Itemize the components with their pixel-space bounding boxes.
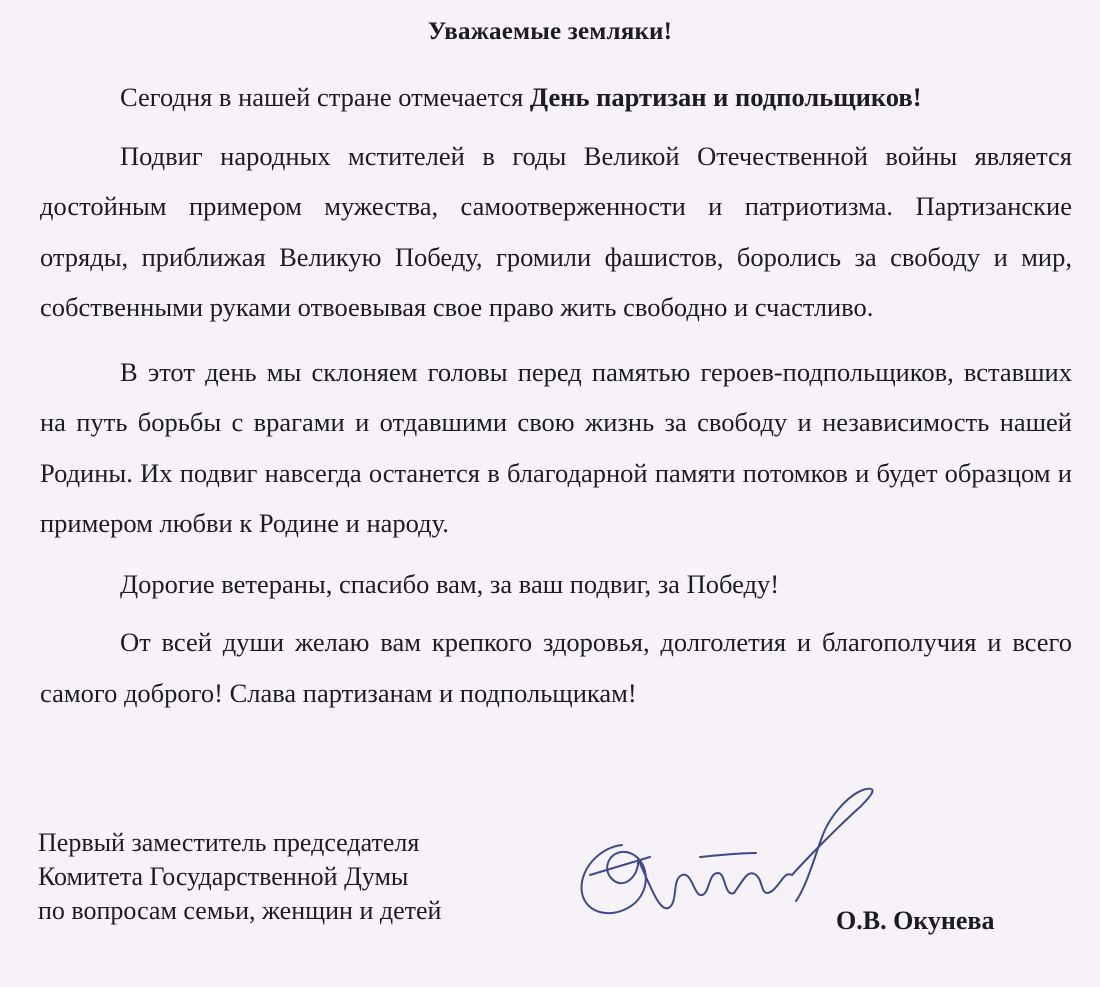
position-line: Первый заместитель председателя [38,828,420,857]
signer-name: О.В. Окунева [836,906,995,935]
signer-position [38,826,558,928]
position-line: по вопросам семьи, женщин и детей [38,896,442,925]
holiday-name: День партизан и подпольщиков! [529,82,922,112]
paragraph-2: Подвиг народных мстителей в годы Великой Отечественной войны является достойным примером мужества, самоотверженности и патриотизма. Партизанские отряды, приближая Великую Победу, громили фашистов, боролись за свободу и мир, собственными руками отвоевывая свое право жить свободно и счастливо. [40,140,1072,322]
paragraph-1 [40,72,1072,123]
paragraph-4: Дорогие ветераны, спасибо вам, за ваш подвиг, за Победу! [120,568,780,599]
paragraph-1-text: Сегодня в нашей стране отмечается [120,82,530,112]
letter-body [40,72,1072,726]
letter-greeting: Уважаемые земляки! [427,18,673,45]
position-line: Комитета Государственной Думы [38,862,409,891]
paragraph-5: От всей души желаю вам крепкого здоровья, долголетия и благополучия и всего самого доброго! Слава партизанам и подпольщикам! [40,627,1072,708]
paragraph-3: В этот день мы склоняем головы перед памятью героев-подпольщиков, вставших на путь борьбы с врагами и отдавшими свою жизнь за свободу и независимость нашей Родины. Их подвиг навсегда останется в благодарной памяти потомков и будет образцом и примером любви к Родине и народу. [40,356,1072,538]
